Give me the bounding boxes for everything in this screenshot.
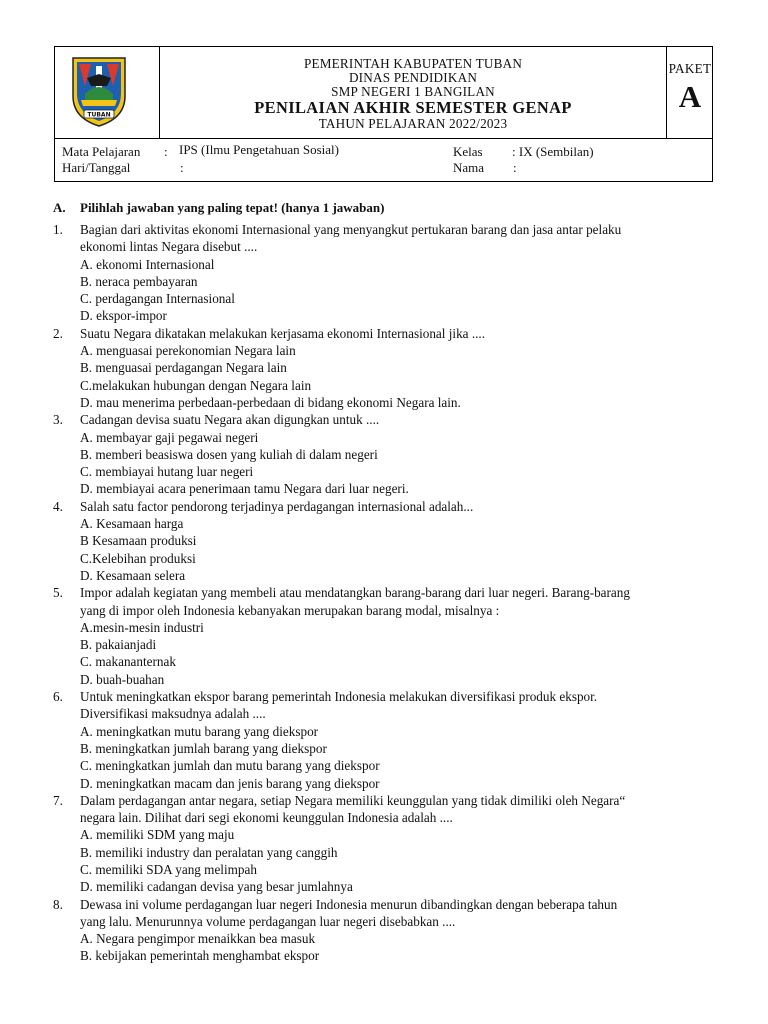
question-stem-line xyxy=(53,411,713,428)
question-stem-line xyxy=(53,896,713,913)
answer-option: B Kesamaan produksi xyxy=(80,533,197,549)
academic-year: TAHUN PELAJARAN 2022/2023 xyxy=(318,116,508,131)
answer-option: A.mesin-mesin industri xyxy=(80,619,204,635)
question-item xyxy=(53,221,713,325)
answer-option: D. Kesamaan selera xyxy=(80,567,186,583)
question-stem-line xyxy=(53,705,713,722)
question-stem-line xyxy=(53,792,713,809)
question-text: Impor adalah kegiatan yang membeli atau mendatangkan barang-barang dari luar negeri. Barang-barang xyxy=(80,585,630,601)
answer-option: C.Kelebihan produksi xyxy=(80,550,196,566)
question-text: Dewasa ini volume perdagangan luar negeri Indonesia menurun dibandingkan dengan beberapa tahun xyxy=(80,896,618,912)
question-text: Untuk meningkatkan ekspor barang pemerintah Indonesia melakukan diversifikasi produk ekspor. xyxy=(80,689,598,705)
question-item xyxy=(53,498,713,584)
logo-text: TUBAN xyxy=(87,111,111,119)
answer-option: C. makananternak xyxy=(80,654,176,670)
answer-option: A. Kesamaan harga xyxy=(80,516,184,532)
question-text: Salah satu factor pendorong terjadinya perdagangan internasional adalah... xyxy=(80,498,474,514)
answer-option: C.melakukan hubungan dengan Negara lain xyxy=(80,377,312,393)
exam-title: PENILAIAN AKHIR SEMESTER GENAP xyxy=(254,98,572,117)
answer-option: B. memiliki industry dan peralatan yang canggih xyxy=(80,844,338,860)
paket-label: PAKET xyxy=(668,61,712,76)
department-title: DINAS PENDIDIKAN xyxy=(348,70,478,85)
question-text: yang di impor oleh Indonesia kebanyakan merupakan barang modal, misalnya : xyxy=(80,602,500,618)
answer-option: B. neraca pembayaran xyxy=(80,273,198,289)
question-item xyxy=(53,688,713,792)
question-stem-line xyxy=(53,602,713,619)
answer-option: A. Negara pengimpor menaikkan bea masuk xyxy=(80,931,316,947)
question-number: 3. xyxy=(53,412,63,428)
school-name: SMP NEGERI 1 BANGILAN xyxy=(331,84,495,99)
question-item xyxy=(53,896,713,965)
school-title-block xyxy=(160,47,667,138)
answer-option: C. meningkatkan jumlah dan mutu barang yang diekspor xyxy=(80,758,380,774)
question-text: Dalam perdagangan antar negara, setiap Negara memiliki keunggulan yang tidak dimiliki oleh Negara“ xyxy=(80,792,626,808)
question-stem-line xyxy=(53,688,713,705)
date-colon: : xyxy=(180,160,184,175)
question-number: 1. xyxy=(53,222,63,237)
question-stem-line xyxy=(53,913,713,930)
answer-option: D. ekspor-impor xyxy=(80,308,167,324)
question-stem-line xyxy=(53,325,713,342)
section-heading xyxy=(53,200,384,216)
question-item xyxy=(53,584,713,688)
question-stem-line xyxy=(53,584,713,601)
answer-option: B. kebijakan pemerintah menghambat ekspor xyxy=(80,948,320,964)
question-text: Bagian dari aktivitas ekonomi Internasional yang menyangkut pertukaran barang dan jasa antar pelaku xyxy=(80,222,622,237)
question-list xyxy=(53,221,713,965)
exam-header xyxy=(54,46,713,139)
question-number: 8. xyxy=(53,896,63,912)
answer-option: D. memiliki cadangan devisa yang besar jumlahnya xyxy=(80,879,353,895)
question-item xyxy=(53,792,713,896)
government-title: PEMERINTAH KABUPATEN TUBAN xyxy=(303,56,523,71)
question-text: Suatu Negara dikatakan melakukan kerjasama ekonomi Internasional jika .... xyxy=(80,325,486,341)
exam-info xyxy=(54,139,713,182)
answer-option: B. meningkatkan jumlah barang yang diekspor xyxy=(80,740,327,756)
answer-option: B. menguasai perdagangan Negara lain xyxy=(80,360,287,376)
subject-label: Mata Pelajaran xyxy=(62,144,141,159)
answer-option: C. membiayai hutang luar negeri xyxy=(80,464,254,480)
answer-option: A. ekonomi Internasional xyxy=(80,256,215,272)
section-letter: A. xyxy=(53,200,66,215)
question-stem-line xyxy=(53,809,713,826)
kabupaten-tuban-logo xyxy=(71,56,127,127)
answer-option: D. meningkatkan macam dan jenis barang yang diekspor xyxy=(80,775,380,791)
class-label: Kelas xyxy=(453,144,483,159)
question-number: 7. xyxy=(53,792,63,808)
subject-colon: : xyxy=(164,144,168,159)
subject-value: IPS (Ilmu Pengetahuan Sosial) xyxy=(179,142,339,157)
question-text: negara lain. Dilihat dari segi ekonomi keunggulan Indonesia adalah .... xyxy=(80,810,453,826)
class-value: : IX (Sembilan) xyxy=(512,144,594,159)
question-item xyxy=(53,325,713,411)
answer-option: D. buah-buahan xyxy=(80,671,165,687)
question-item xyxy=(53,411,713,497)
question-stem-line xyxy=(53,498,713,515)
answer-option: C. perdagangan Internasional xyxy=(80,291,235,307)
answer-option: A. memiliki SDM yang maju xyxy=(80,827,235,843)
logo-cell xyxy=(55,47,160,138)
question-number: 6. xyxy=(53,689,63,705)
name-colon: : xyxy=(513,160,517,175)
section-title: Pilihlah jawaban yang paling tepat! (hanya 1 jawaban) xyxy=(80,200,385,215)
question-text: Diversifikasi maksudnya adalah .... xyxy=(80,706,266,722)
paket-value: A xyxy=(678,79,702,114)
date-label: Hari/Tanggal xyxy=(62,160,131,175)
question-stem-line xyxy=(53,238,713,255)
question-number: 5. xyxy=(53,585,63,601)
paket-cell xyxy=(667,47,713,138)
answer-option: A. membayar gaji pegawai negeri xyxy=(80,429,259,445)
answer-option: B. pakaianjadi xyxy=(80,637,157,653)
answer-option: D. membiayai acara penerimaan tamu Negara dari luar negeri. xyxy=(80,481,409,497)
question-text: ekonomi lintas Negara disebut .... xyxy=(80,239,258,255)
answer-option: B. memberi beasiswa dosen yang kuliah di dalam negeri xyxy=(80,446,378,462)
question-number: 2. xyxy=(53,325,63,341)
answer-option: A. menguasai perekonomian Negara lain xyxy=(80,343,296,359)
question-text: Cadangan devisa suatu Negara akan digungkan untuk .... xyxy=(80,412,380,428)
answer-option: C. memiliki SDA yang melimpah xyxy=(80,861,257,877)
name-label: Nama xyxy=(453,160,485,175)
question-stem-line xyxy=(53,221,713,238)
answer-option: A. meningkatkan mutu barang yang diekspor xyxy=(80,723,319,739)
answer-option: D. mau menerima perbedaan-perbedaan di bidang ekonomi Negara lain. xyxy=(80,394,461,410)
question-number: 4. xyxy=(53,498,63,514)
question-text: yang lalu. Menurunnya volume perdagangan luar negeri disebabkan .... xyxy=(80,913,456,929)
